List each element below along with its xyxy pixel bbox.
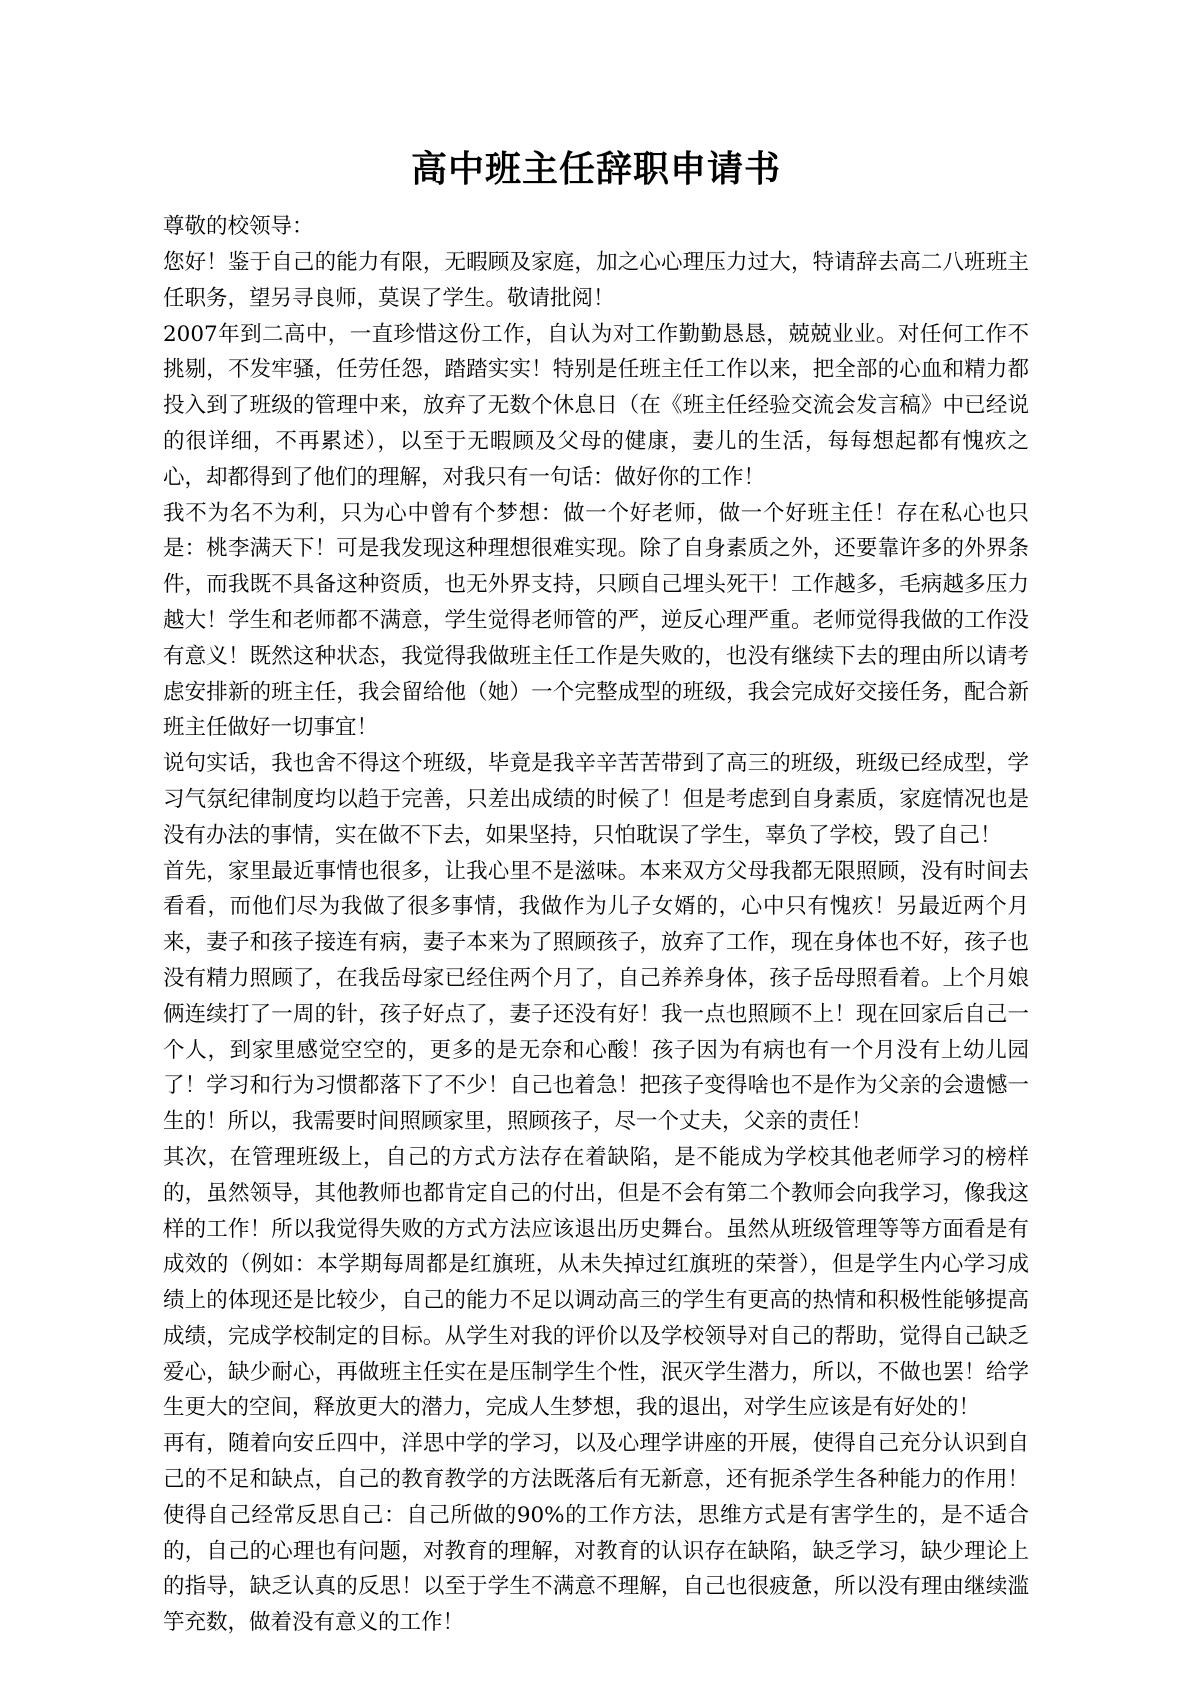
paragraph-3: 我不为名不为利，只为心中曾有个梦想：做一个好老师，做一个好班主任！存在私心也只是：桃李满天下！可是我发现这种理想很难实现。除了自身素质之外，还要靠许多的外界条件，而我既不具备这种资质，也无外界支持，只顾自己埋头死干！工作越多，毛病越多压力越大！学生和老师都不满意，学生觉得老师管的严，逆反心理严重。老师觉得我做的工作没有意义！既然这种状态，我觉得我做班主任工作是失败的，也没有继续下去的理由所以请考虑安排新的班主任，我会留给他（她）一个完整成型的班级，我会完成好交接任务，配合新班主任做好一切事宜！ bbox=[163, 500, 1029, 741]
document-body bbox=[163, 209, 1029, 1641]
paragraph-1: 您好！鉴于自己的能力有限，无暇顾及家庭，加之心心理压力过大，特请辞去高二八班班主任职务，望另寻良师，莫误了学生。敬请批阅！ bbox=[163, 249, 1029, 311]
salutation-line: 尊敬的校领导： bbox=[163, 214, 314, 240]
paragraph-4: 说句实话，我也舍不得这个班级，毕竟是我辛辛苦苦带到了高三的班级，班级已经成型，学习气氛纪律制度均以趋于完善，只差出成绩的时候了！但是考虑到自身素质，家庭情况也是没有办法的事情，实在做不下去，如果坚持，只怕耽误了学生，辜负了学校，毁了自己！ bbox=[163, 751, 1029, 848]
paragraph-6: 其次，在管理班级上，自己的方式方法存在着缺陷，是不能成为学校其他老师学习的榜样的，虽然领导，其他教师也都肯定自己的付出，但是不会有第二个教师会向我学习，像我这样的工作！所以我觉得失败的方式方法应该退出历史舞台。虽然从班级管理等等方面看是有成效的（例如：本学期每周都是红旗班，从未失掉过红旗班的荣誉），但是学生内心学习成绩上的体现还是比较少，自己的能力不足以调动高三的学生有更高的热情和积极性能够提高成绩，完成学校制定的目标。从学生对我的评价以及学校领导对自己的帮助，觉得自己缺乏爱心，缺少耐心，再做班主任实在是压制学生个性，泯灭学生潜力，所以，不做也罢！给学生更大的空间，释放更大的潜力，完成人生梦想，我的退出，对学生应该是有好处的！ bbox=[163, 1144, 1029, 1421]
document-content bbox=[163, 0, 1029, 1641]
paragraph-5: 首先，家里最近事情也很多，让我心里不是滋味。本来双方父母我都无限照顾，没有时间去看看，而他们尽为我做了很多事情，我做作为儿子女婿的，心中只有愧疚！另最近两个月来，妻子和孩子接连有病，妻子本来为了照顾孩子，放弃了工作，现在身体也不好，孩子也没有精力照顾了，在我岳母家已经住两个月了，自己养养身体，孩子岳母照看着。上个月娘俩连续打了一周的针，孩子好点了，妻子还没有好！我一点也照顾不上！现在回家后自己一个人，到家里感觉空空的，更多的是无奈和心酸！孩子因为有病也有一个月没有上幼儿园了！学习和行为习惯都落下了不少！自己也着急！把孩子变得啥也不是作为父亲的会遗憾一生的！所以，我需要时间照顾家里，照顾孩子，尽一个丈夫，父亲的责任！ bbox=[163, 858, 1029, 1135]
paragraph-7: 再有，随着向安丘四中，洋思中学的学习，以及心理学讲座的开展，使得自己充分认识到自己的不足和缺点，自己的教育教学的方法既落后有无新意，还有扼杀学生各种能力的作用！使得自己经常反思自己：自己所做的90%的工作方法，思维方式是有害学生的，是不适合的，自己的心理也有问题，对教育的理解，对教育的认识存在缺陷，缺乏学习，缺少理论上的指导，缺乏认真的反思！以至于学生不满意不理解，自己也很疲惫，所以没有理由继续滥竽充数，做着没有意义的工作！ bbox=[163, 1431, 1029, 1636]
paragraph-2: 2007年到二高中，一直珍惜这份工作，自认为对工作勤勤恳恳，兢兢业业。对任何工作不挑剔，不发牢骚，任劳任怨，踏踏实实！特别是任班主任工作以来，把全部的心血和精力都投入到了班级的管理中来，放弃了无数个休息日（在《班主任经验交流会发言稿》中已经说的很详细，不再累述），以至于无暇顾及父母的健康，妻儿的生活，每每想起都有愧疚之心，却都得到了他们的理解，对我只有一句话：做好你的工作！ bbox=[163, 321, 1029, 490]
page-title: 高中班主任辞职申请书 bbox=[410, 148, 781, 190]
